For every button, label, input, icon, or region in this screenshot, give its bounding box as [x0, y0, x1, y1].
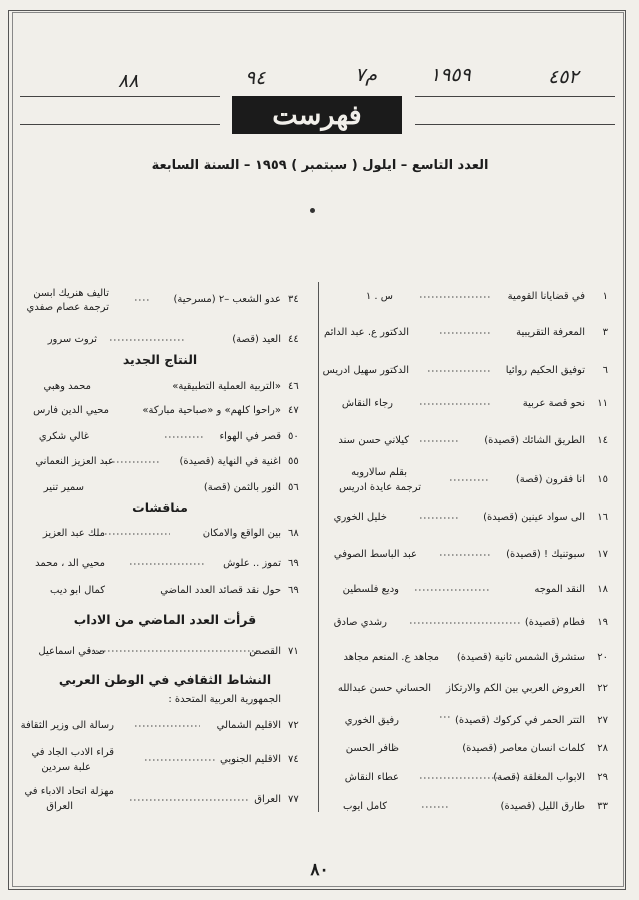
- toc-title: التتر الحمر في كركوك (قصيدة): [455, 715, 585, 726]
- section-heading-cultural-activity: النشاط الثقافي في الوطن العربي: [58, 672, 272, 687]
- page-ref: ٢٢: [597, 683, 608, 694]
- toc-author: عبد الباسط الصوفي: [333, 549, 417, 560]
- toc-author: رسالة الى وزير الثقافة: [20, 720, 114, 731]
- toc-title: العراق: [254, 794, 281, 805]
- toc-title: الاقليم الشمالي: [216, 720, 281, 731]
- page-title: فهرست: [232, 96, 402, 134]
- page-ref: ٤٧: [288, 405, 299, 416]
- toc-author: رجاء النقاش: [341, 398, 393, 409]
- page-ref: ٣٤: [288, 294, 299, 305]
- toc-title: الطريق الشائك (قصيدة): [484, 435, 585, 446]
- page-ref: ٦٩: [288, 585, 299, 596]
- toc-author: محيي الد ، محمد: [35, 558, 105, 569]
- toc-title: قصر في الهواء: [219, 431, 281, 442]
- section-heading-last-issue: قرأت العدد الماضي من الاداب: [73, 612, 257, 627]
- issue-line: العدد التاسع – ايلول ( سبتمبر ) ١٩٥٩ – السنة السابعة: [151, 158, 489, 173]
- toc-author: صدقي اسماعيل: [38, 646, 105, 657]
- toc-author: تاليف هنريك ابسن: [33, 288, 109, 299]
- page-ref: ٧٧: [288, 794, 299, 805]
- page-ref: ٢٨: [597, 743, 608, 754]
- page-ref: ٢٠: [597, 652, 608, 663]
- toc-title: اغنية في النهاية (قصيدة): [179, 456, 281, 467]
- toc-title: توفيق الحكيم روائيا: [505, 365, 585, 376]
- toc-title: سبوتنيك ! (قصيدة): [506, 549, 585, 560]
- page-ref: ١٨: [597, 584, 608, 595]
- ornament-dot: [310, 208, 315, 213]
- page-ref: ١٧: [597, 549, 608, 560]
- toc-title: المعرفة التقريبية: [516, 327, 585, 338]
- toc-title: تموز .. علوش: [223, 558, 281, 569]
- page-ref: ٦: [602, 365, 608, 376]
- toc-title: طارق الليل (قصيدة): [500, 801, 585, 812]
- toc-author-line2: العراق: [46, 801, 73, 812]
- toc-author: الدكتور سهيل ادريس: [322, 365, 409, 376]
- subheading-republic: الجمهورية العربية المتحدة :: [168, 694, 281, 705]
- page-ref: ١٤: [597, 435, 608, 446]
- toc-title: النقد الموجه: [534, 584, 585, 595]
- toc-title: الى سواد عينين (قصيدة): [483, 512, 585, 523]
- page-ref: ١٦: [597, 512, 608, 523]
- toc-author: محمد وهبي: [43, 381, 91, 392]
- handwritten-note: ٩٤: [245, 67, 266, 89]
- handwritten-note: م٧: [355, 64, 377, 86]
- toc-author: الدكتور ع. عبد الدائم: [323, 327, 409, 338]
- toc-title: العروض العربي بين الكم والارتكاز: [446, 683, 585, 694]
- page-ref: ٧١: [288, 646, 299, 657]
- toc-title: فطام (قصيدة): [524, 617, 585, 628]
- toc-author: سمير تنير: [43, 482, 84, 493]
- toc-author: مجاهد ع. المنعم مجاهد: [343, 652, 439, 663]
- page-ref: ٤٦: [288, 381, 299, 392]
- section-heading-new-production: النتاج الجديد: [122, 352, 198, 367]
- page-ref: ٤٤: [288, 334, 299, 345]
- page-ref: ٦٩: [288, 558, 299, 569]
- toc-title: انا فقرون (قصة): [515, 474, 585, 485]
- page-ref: ٢٧: [597, 715, 608, 726]
- header-rule: [20, 124, 220, 125]
- toc-title: النور بالثمن (قصة): [203, 482, 281, 493]
- toc-author: مهزلة اتحاد الادباء في: [24, 786, 114, 797]
- page-ref: ٧٢: [288, 720, 299, 731]
- toc-author: ظافر الحسن: [345, 743, 399, 754]
- toc-author: كمال ابو ديب: [50, 585, 105, 596]
- toc-title: الابواب المغلقة (قصة): [493, 772, 585, 783]
- page-ref: ٥٠: [288, 431, 299, 442]
- page-ref: ٥٦: [288, 482, 299, 493]
- page-ref: ٣: [602, 327, 608, 338]
- page-ref: ١١: [597, 398, 608, 409]
- toc-author: رفيق الخوري: [344, 715, 399, 726]
- toc-title: حول نقد قصائد العدد الماضي: [160, 585, 281, 596]
- toc-title: الاقليم الجنوبي: [219, 754, 281, 765]
- page-ref: ٦٨: [288, 528, 299, 539]
- page-number: ٨٠: [310, 860, 329, 880]
- column-divider: [318, 282, 319, 812]
- handwritten-note: ٤٥٢: [548, 66, 579, 88]
- toc-title: العيد (قصة): [232, 334, 281, 345]
- toc-title: في قضايانا القومية: [507, 291, 585, 302]
- page-ref: ١: [602, 291, 608, 302]
- toc-title: «التربية العملية التطبيقية»: [172, 381, 281, 392]
- toc-author: بقلم سالاروبه: [351, 467, 407, 478]
- toc-title: نحو قصة عربية: [522, 398, 585, 409]
- toc-translator: ترجمة عايدة ادريس: [339, 482, 421, 493]
- toc-author: كامل ايوب: [342, 801, 387, 812]
- handwritten-note: ٨٨: [118, 70, 139, 92]
- toc-author: رشدي صادق: [333, 617, 387, 628]
- handwritten-note: ١٩٥٩: [430, 64, 471, 86]
- page-ref: ٥٥: [288, 456, 299, 467]
- page-ref: ٢٩: [597, 772, 608, 783]
- toc-author: س . ١: [365, 291, 393, 302]
- page-ref: ١٥: [597, 474, 608, 485]
- toc-author: عطاء النقاش: [344, 772, 399, 783]
- toc-author: ثروت سرور: [47, 334, 97, 345]
- toc-translator: ترجمة عصام صفدي: [26, 302, 109, 313]
- toc-author: وديع فلسطين: [342, 584, 399, 595]
- toc-title: بين الواقع والامكان: [202, 528, 281, 539]
- header-rule: [415, 124, 615, 125]
- toc-author: ملك عبد العزيز: [42, 528, 105, 539]
- page-ref: ١٩: [597, 617, 608, 628]
- section-heading-discussions: مناقشات: [132, 500, 188, 515]
- header-rule: [415, 96, 615, 97]
- toc-author: الحساني حسن عبدالله: [337, 683, 431, 694]
- toc-author-line2: علبة سردين: [41, 762, 91, 773]
- toc-author: غالي شكري: [38, 431, 89, 442]
- toc-author: عبد العزيز النعماني: [35, 456, 114, 467]
- toc-author: قراء الادب الجاد في: [31, 747, 114, 758]
- header-rule: [20, 96, 220, 97]
- toc-author: كيلاني حسن سند: [338, 435, 409, 446]
- page-ref: ٣٣: [597, 801, 608, 812]
- toc-title: ستشرق الشمس ثانية (قصيدة): [456, 652, 585, 663]
- toc-title: القصص: [249, 646, 281, 657]
- toc-title: عدو الشعب –٢ (مسرحية): [173, 294, 281, 305]
- toc-title: كلمات انسان معاصر (قصيدة): [462, 743, 585, 754]
- toc-author: خليل الخوري: [333, 512, 387, 523]
- toc-author: محيي الدين فارس: [33, 405, 109, 416]
- page-ref: ٧٤: [288, 754, 299, 765]
- toc-title: «راحوا كلهم» و «صباحية مباركة»: [142, 405, 281, 416]
